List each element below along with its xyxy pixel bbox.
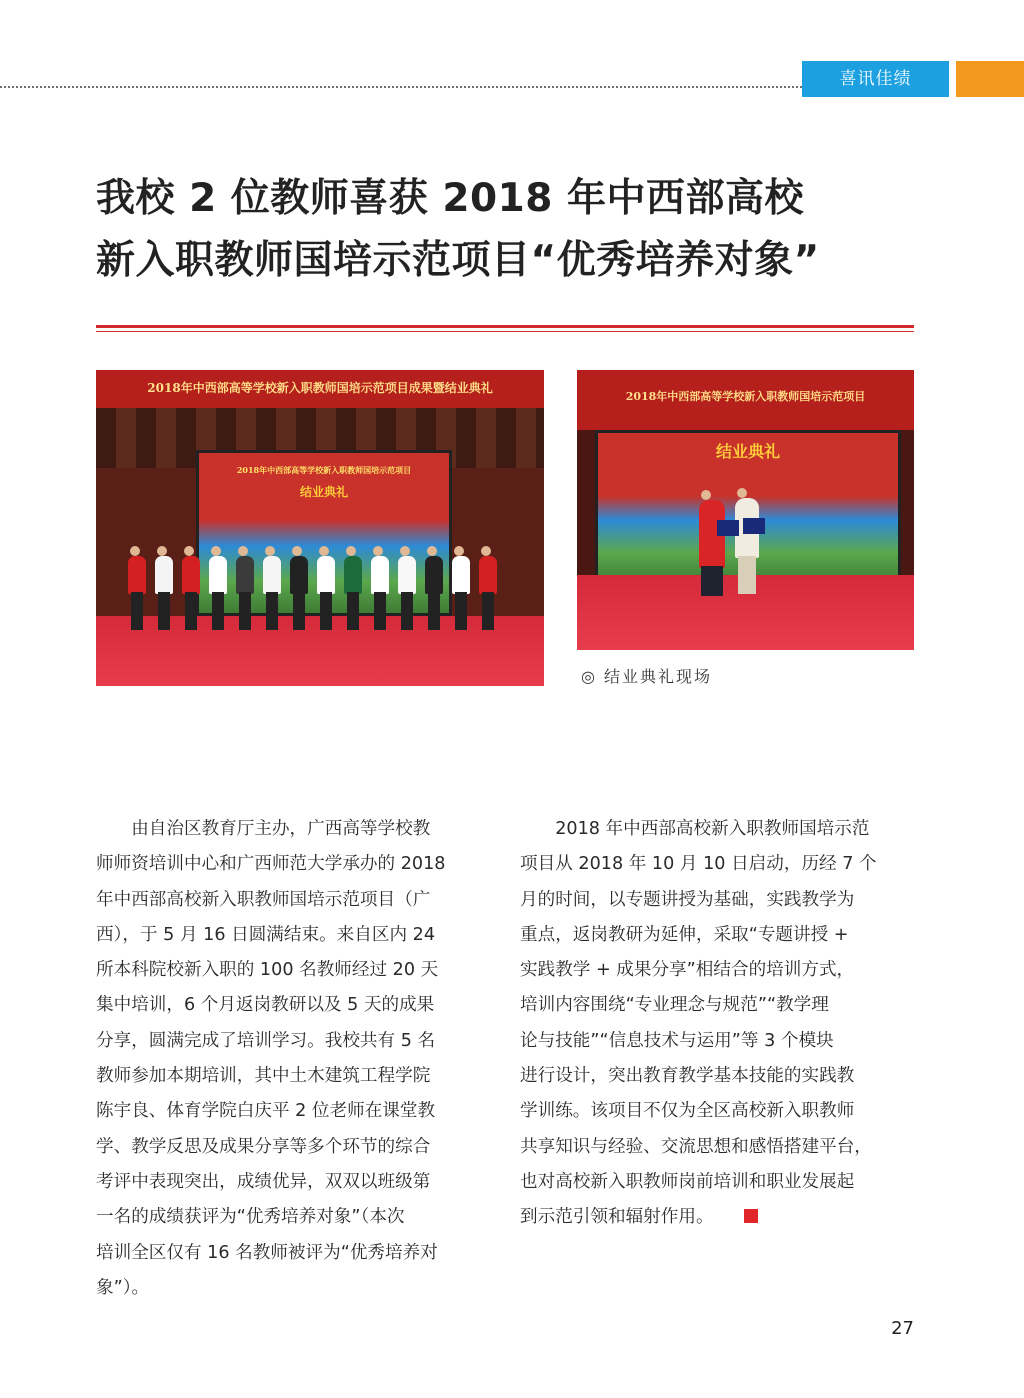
- paragraph-line: 一名的成绩获评为“优秀培养对象”（本次: [96, 1207, 405, 1228]
- person-figure: [398, 556, 416, 594]
- title-line-2: 新入职教师国培示范项目“优秀培养对象”: [96, 238, 820, 283]
- paragraph-line-last: [520, 1200, 922, 1235]
- paragraph-line: 西），于 5 月 16 日圆满结束。来自区内 24: [96, 924, 436, 945]
- header-dotted-line: [0, 86, 802, 88]
- paragraph-line: 学训练。该项目不仅为全区高校新入职教师: [520, 1101, 855, 1122]
- person-legs: [428, 592, 440, 630]
- paragraph-line: 也对高校新入职教师岗前培训和职业发展起: [520, 1171, 855, 1192]
- article-title: [96, 168, 956, 292]
- person-legs: [185, 592, 197, 630]
- photo-group-ceremony: [96, 370, 544, 686]
- paragraph-line: 分享，圆满完成了培训学习。我校共有 5 名: [96, 1030, 436, 1051]
- person-legs: [293, 592, 305, 630]
- screen-text-line2: 结业典礼: [299, 485, 348, 499]
- person-legs: [131, 592, 143, 630]
- person-figure: [344, 556, 362, 594]
- body-column-1: [96, 812, 498, 1306]
- paragraph-line: 月的时间，以专题讲授为基础，实践教学为: [520, 889, 855, 910]
- person-figure: [371, 556, 389, 594]
- title-rule-thin: [96, 331, 914, 332]
- person-legs: [266, 592, 278, 630]
- paragraph-line: 陈宇良、体育学院白庆平 2 位老师在课堂教: [96, 1101, 436, 1122]
- paragraph-line: 重点，返岗教研为延伸，采取“专题讲授 +: [520, 924, 849, 945]
- person-legs: [374, 592, 386, 630]
- paragraph-line: 学、教学反思及成果分享等多个环节的综合: [96, 1136, 431, 1157]
- person-figure: [236, 556, 254, 594]
- paragraph-line: 共享知识与经验、交流思想和感悟搭建平台，: [520, 1136, 872, 1157]
- paragraph-line: 实践教学 + 成果分享”相结合的培训方式，: [520, 960, 855, 981]
- paragraph-line: 年中西部高校新入职教师国培示范项目（广: [96, 889, 431, 910]
- paragraph-line: 象”）。: [96, 1277, 150, 1298]
- paragraph-line: 师师资培训中心和广西师范大学承办的 2018: [96, 854, 446, 875]
- person-legs: [239, 592, 251, 630]
- paragraph-line: 项目从 2018 年 10 月 10 日启动，历经 7 个: [520, 854, 877, 875]
- photo-two-awardees: [577, 370, 914, 650]
- person-figure: [452, 556, 470, 594]
- person-figure: [128, 556, 146, 594]
- screen-text-line1: 2018年中西部高等学校新入职教师国培示范项目: [236, 465, 412, 475]
- person-man-legs: [701, 566, 723, 596]
- person-legs: [320, 592, 332, 630]
- person-legs: [482, 592, 494, 630]
- person-legs: [455, 592, 467, 630]
- person-figure: [317, 556, 335, 594]
- section-tag: 喜讯佳绩: [802, 61, 949, 97]
- person-legs: [158, 592, 170, 630]
- paragraph-line-last-text: 到示范引领和辐射作用。: [520, 1207, 714, 1228]
- person-figure: [209, 556, 227, 594]
- end-mark-icon: [744, 1209, 758, 1223]
- photo-caption: ◎ 结业典礼现场: [581, 667, 713, 686]
- paragraph-line: 由自治区教育厅主办，广西高等学校教: [96, 819, 431, 839]
- paragraph-line: 集中培训，6 个月返岗教研以及 5 天的成果: [96, 995, 435, 1016]
- paragraph-line: 论与技能”“信息技术与运用”等 3 个模块: [520, 1030, 834, 1051]
- paragraph-line: 培训内容围绕“专业理念与规范”“教学理: [520, 995, 829, 1016]
- paragraph-line: 考评中表现突出，成绩优异，双双以班级第: [96, 1171, 431, 1192]
- person-figure: [290, 556, 308, 594]
- person-legs: [347, 592, 359, 630]
- paragraph-line: 进行设计，突出教育教学基本技能的实践教: [520, 1066, 855, 1087]
- person-figure: [425, 556, 443, 594]
- paragraph-line: 培训全区仅有 16 名教师被评为“优秀培养对: [96, 1242, 438, 1263]
- screen-text-right: 结业典礼: [715, 442, 780, 461]
- photo-banner-right: [577, 370, 914, 430]
- section-tag-accent: [956, 61, 1024, 97]
- person-legs: [401, 592, 413, 630]
- person-woman-legs: [738, 556, 756, 594]
- certificate-icon: [743, 518, 765, 534]
- person-legs: [212, 592, 224, 630]
- person-figure: [155, 556, 173, 594]
- page-number: 27: [891, 1318, 914, 1339]
- paragraph-line: 所本科院校新入职的 100 名教师经过 20 天: [96, 960, 439, 981]
- photo-banner-text: 2018年中西部高等学校新入职教师国培示范项目: [625, 390, 866, 403]
- person-figure: [182, 556, 200, 594]
- paragraph-line: 2018 年中西部高校新入职教师国培示范: [520, 819, 870, 839]
- person-figure: [479, 556, 497, 594]
- title-rule-thick: [96, 325, 914, 328]
- title-line-1: 我校 2 位教师喜获 2018 年中西部高校: [96, 176, 804, 221]
- certificate-icon: [717, 520, 739, 536]
- person-figure: [263, 556, 281, 594]
- body-column-2: [520, 812, 922, 1236]
- paragraph-line: 教师参加本期培训，其中土木建筑工程学院: [96, 1066, 431, 1087]
- photo-banner: 2018年中西部高等学校新入职教师国培示范项目成果暨结业典礼: [96, 370, 544, 408]
